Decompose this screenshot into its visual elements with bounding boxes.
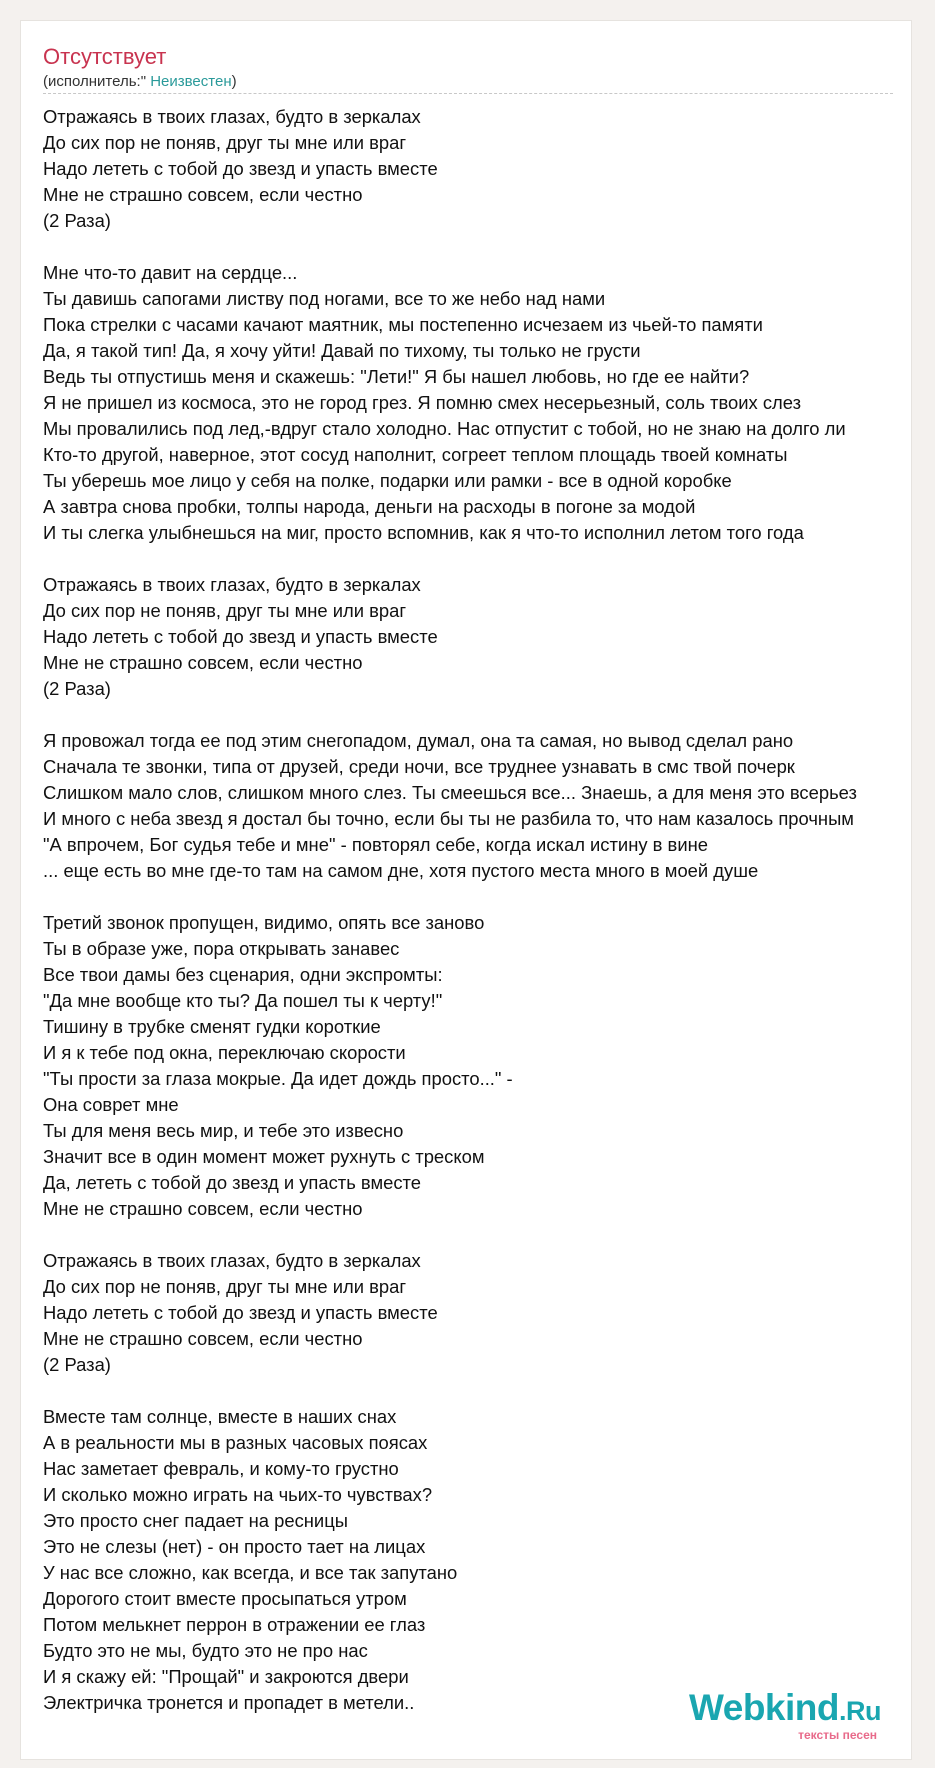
- logo-tagline: тексты песен: [798, 1728, 877, 1742]
- lyric-line: Мне не страшно совсем, если честно: [43, 1328, 363, 1349]
- lyric-line: И я к тебе под окна, переключаю скорости: [43, 1042, 406, 1063]
- lyric-line: Отражаясь в твоих глазах, будто в зеркалах: [43, 106, 421, 127]
- logo-name: Webkind: [689, 1687, 839, 1728]
- artist-link[interactable]: Неизвестен: [150, 73, 232, 90]
- lyric-line: Мне не страшно совсем, если честно: [43, 184, 363, 205]
- lyric-line: Слишком мало слов, слишком много слез. Ты смеешься все... Знаешь, а для меня это всерьез: [43, 782, 857, 803]
- lyric-line: [43, 1378, 912, 1404]
- lyric-line: У нас все сложно, как всегда, и все так запутано: [43, 1562, 458, 1583]
- lyric-line: До сих пор не поняв, друг ты мне или враг: [43, 600, 407, 621]
- lyric-line: Надо лететь с тобой до звезд и упасть вместе: [43, 626, 438, 647]
- lyric-line: Надо лететь с тобой до звезд и упасть вместе: [43, 158, 438, 179]
- lyric-line: До сих пор не поняв, друг ты мне или враг: [43, 132, 407, 153]
- lyric-line: Это не слезы (нет) - он просто тает на лицах: [43, 1536, 426, 1557]
- lyrics-card: [20, 20, 912, 1760]
- artist-prefix: (исполнитель:": [43, 73, 147, 90]
- artist-suffix: ): [231, 73, 237, 90]
- lyric-line: Все твои дамы без сценария, одни экспромты:: [43, 964, 443, 985]
- lyric-line: Значит все в один момент может рухнуть с треском: [43, 1146, 485, 1167]
- lyric-line: [43, 234, 912, 260]
- lyric-line: И ты слегка улыбнешься на миг, просто вспомнив, как я что-то исполнил летом того года: [43, 522, 804, 543]
- lyric-line: (2 Раза): [43, 1354, 111, 1375]
- lyric-line: Потом мелькнет перрон в отражении ее глаз: [43, 1614, 426, 1635]
- lyric-line: Да, лететь с тобой до звезд и упасть вместе: [43, 1172, 421, 1193]
- logo-wordmark: [689, 1687, 881, 1729]
- lyric-line: Это просто снег падает на ресницы: [43, 1510, 348, 1531]
- lyric-line: Ты в образе уже, пора открывать занавес: [43, 938, 400, 959]
- lyric-line: (2 Раза): [43, 678, 111, 699]
- lyric-line: Дорогого стоит вместе просыпаться утром: [43, 1588, 407, 1609]
- lyric-line: Третий звонок пропущен, видимо, опять все заново: [43, 912, 485, 933]
- lyric-line: (2 Раза): [43, 210, 111, 231]
- lyric-line: Мы провалились под лед,-вдруг стало холодно. Нас отпустит с тобой, но не знаю на долго ли: [43, 418, 846, 439]
- lyric-line: Я провожал тогда ее под этим снегопадом, думал, она та самая, но вывод сделал рано: [43, 730, 794, 751]
- dashed-divider: [43, 93, 893, 94]
- lyric-line: Она соврет мне: [43, 1094, 179, 1115]
- lyric-line: Сначала те звонки, типа от друзей, среди ночи, все труднее узнавать в смс твой почерк: [43, 756, 795, 777]
- lyric-line: [43, 546, 912, 572]
- lyric-line: И я скажу ей: "Прощай" и закроются двери: [43, 1666, 409, 1687]
- lyric-line: Мне не страшно совсем, если честно: [43, 1198, 363, 1219]
- lyric-line: Ты уберешь мое лицо у себя на полке, подарки или рамки - все в одной коробке: [43, 470, 732, 491]
- lyric-line: Надо лететь с тобой до звезд и упасть вместе: [43, 1302, 438, 1323]
- lyric-line: Электричка тронется и пропадет в метели..: [43, 1692, 415, 1713]
- song-title: Отсутствует: [43, 44, 167, 69]
- lyric-line: "Ты прости за глаза мокрые. Да идет дождь просто..." -: [43, 1068, 513, 1089]
- lyric-line: ... еще есть во мне где-то там на самом дне, хотя пустого места много в моей душе: [43, 860, 759, 881]
- lyric-line: Будто это не мы, будто это не про нас: [43, 1640, 368, 1661]
- lyric-line: Ведь ты отпустишь меня и скажешь: "Лети!" Я бы нашел любовь, но где ее найти?: [43, 366, 750, 387]
- lyric-line: Ты для меня весь мир, и тебе это извесно: [43, 1120, 404, 1141]
- logo-tld: .Ru: [839, 1696, 881, 1726]
- lyric-line: И много с неба звезд я достал бы точно, если бы ты не разбила то, что нам казалось прочным: [43, 808, 854, 829]
- lyric-line: Мне не страшно совсем, если честно: [43, 652, 363, 673]
- lyric-line: Отражаясь в твоих глазах, будто в зеркалах: [43, 1250, 421, 1271]
- lyric-line: А завтра снова пробки, толпы народа, деньги на расходы в погоне за модой: [43, 496, 696, 517]
- lyric-line: [43, 702, 912, 728]
- site-logo[interactable]: [689, 1687, 881, 1742]
- lyric-line: Я не пришел из космоса, это не город грез. Я помню смех несерьезный, соль твоих слез: [43, 392, 802, 413]
- lyric-line: Ты давишь сапогами листву под ногами, все то же небо над нами: [43, 288, 606, 309]
- lyric-line: Кто-то другой, наверное, этот сосуд наполнит, согреет теплом площадь твоей комнаты: [43, 444, 788, 465]
- lyric-line: "Да мне вообще кто ты? Да пошел ты к черту!": [43, 990, 443, 1011]
- lyric-line: Пока стрелки с часами качают маятник, мы постепенно исчезаем из чьей-то памяти: [43, 314, 763, 335]
- lyric-line: Нас заметает февраль, и кому-то грустно: [43, 1458, 399, 1479]
- lyric-line: [43, 1222, 912, 1248]
- lyric-line: Отражаясь в твоих глазах, будто в зеркалах: [43, 574, 421, 595]
- lyric-line: Мне что-то давит на сердце...: [43, 262, 298, 283]
- lyric-line: Тишину в трубке сменят гудки короткие: [43, 1016, 381, 1037]
- artist-line: [43, 73, 237, 90]
- lyric-line: "А впрочем, Бог судья тебе и мне" - повторял себе, когда искал истину в вине: [43, 834, 708, 855]
- lyric-line: И сколько можно играть на чьих-то чувствах?: [43, 1484, 433, 1505]
- lyric-line: Вместе там солнце, вместе в наших снах: [43, 1406, 397, 1427]
- lyrics-text: [43, 104, 912, 1716]
- lyric-line: А в реальности мы в разных часовых поясах: [43, 1432, 428, 1453]
- lyric-line: [43, 884, 912, 910]
- lyric-line: Да, я такой тип! Да, я хочу уйти! Давай по тихому, ты только не грусти: [43, 340, 641, 361]
- lyric-line: До сих пор не поняв, друг ты мне или враг: [43, 1276, 407, 1297]
